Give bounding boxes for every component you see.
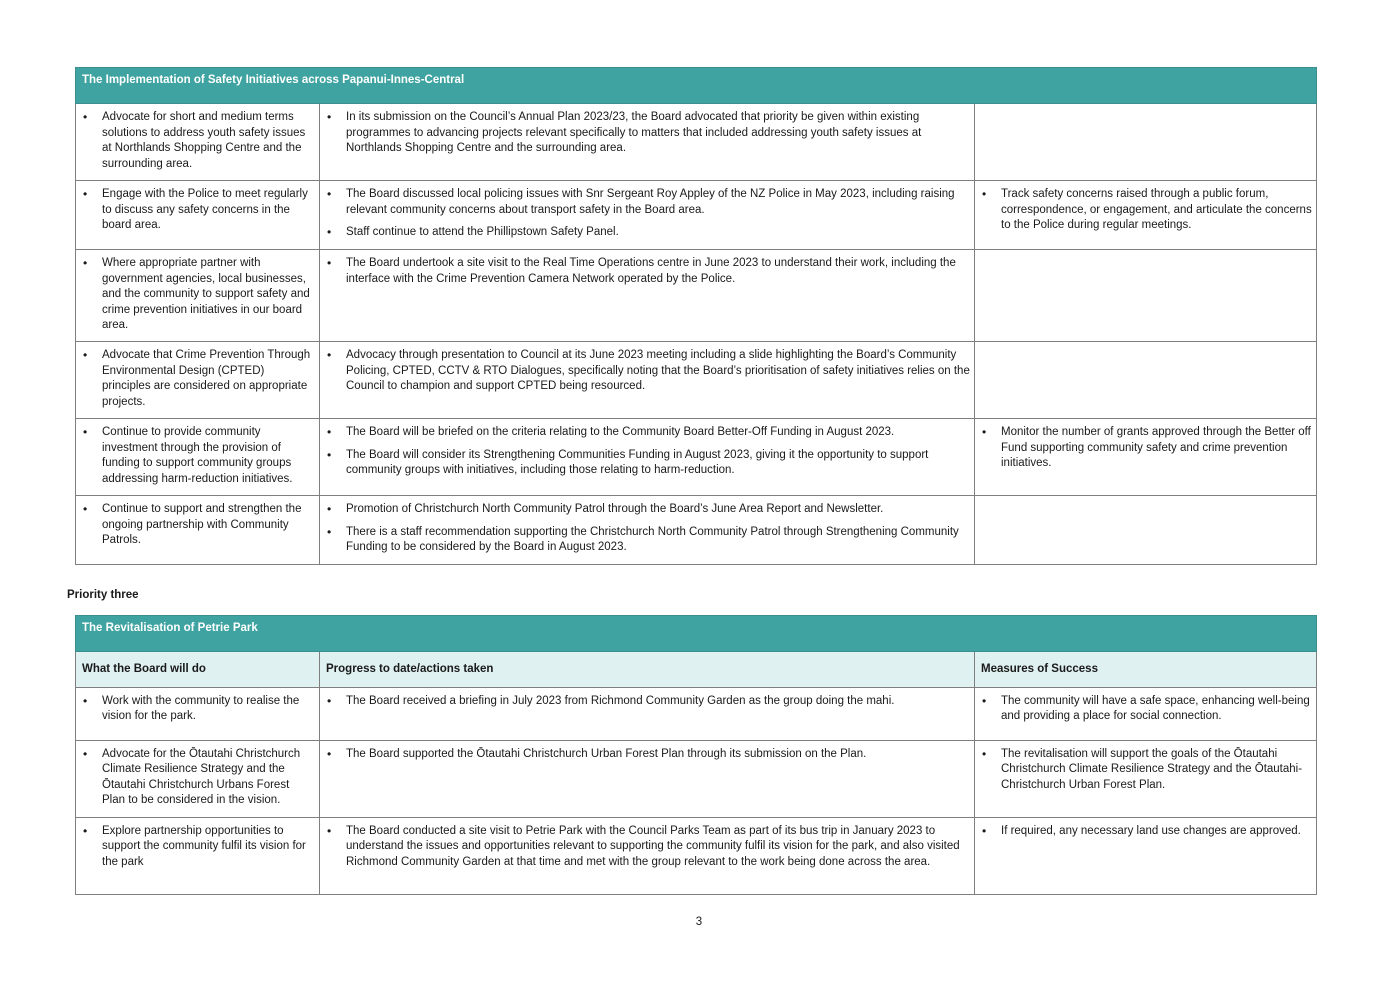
- table-row: [76, 687, 1317, 740]
- cell-do: [76, 181, 320, 250]
- column-header: What the Board will do: [76, 652, 320, 688]
- bullet-list: [979, 824, 1312, 840]
- cell-progress: [320, 250, 975, 342]
- bullet-list: [979, 694, 1312, 725]
- bullet-list: [80, 348, 315, 410]
- bullet-list: [324, 824, 970, 871]
- bullet-item: • Continue to provide community investment through the provision of funding to support community groups addressing harm-reduction initiatives.: [80, 425, 315, 487]
- column-header: Measures of Success: [975, 652, 1317, 688]
- bullet-item: • If required, any necessary land use changes are approved.: [979, 824, 1312, 840]
- table-row: [76, 104, 1317, 181]
- cell-measures: [975, 687, 1317, 740]
- cell-progress: [320, 687, 975, 740]
- bullet-item: • Advocacy through presentation to Council at its June 2023 meeting including a slide highlighting the Board’s Community Policing, CPTED, CCTV & RTO Dialogues, specifically noting that the Board’s prioritisation of safety initiatives relies on the Council to champion and support CPTED being resourced.: [324, 348, 970, 395]
- cell-progress: [320, 740, 975, 817]
- cell-measures: [975, 181, 1317, 250]
- bullet-list: [80, 824, 315, 871]
- cell-progress: [320, 104, 975, 181]
- bullet-list: [979, 187, 1312, 234]
- table-row: [76, 342, 1317, 419]
- cell-do: [76, 104, 320, 181]
- cell-measures: [975, 250, 1317, 342]
- bullet-item: • Advocate that Crime Prevention Through Environmental Design (CPTED) principles are considered on appropriate projects.: [80, 348, 315, 410]
- table-row: [76, 817, 1317, 894]
- table-title-row: [76, 616, 1317, 652]
- cell-progress: [320, 817, 975, 894]
- petrie-park-table: [75, 615, 1317, 895]
- bullet-list: [324, 187, 970, 241]
- bullet-item: • The Board undertook a site visit to the Real Time Operations centre in June 2023 to understand their work, including the interface with the Crime Prevention Camera Network operated by the Police.: [324, 256, 970, 287]
- bullet-item: • Advocate for short and medium terms solutions to address youth safety issues at Northlands Shopping Centre and the surrounding area.: [80, 110, 315, 172]
- bullet-item: • The Board will be briefed on the criteria relating to the Community Board Better-Off Funding in August 2023.: [324, 425, 970, 441]
- bullet-item: • The Board received a briefing in July 2023 from Richmond Community Garden as the group doing the mahi.: [324, 694, 970, 710]
- cell-do: [76, 740, 320, 817]
- cell-measures: [975, 342, 1317, 419]
- table-row: [76, 181, 1317, 250]
- bullet-list: [80, 110, 315, 172]
- bullet-item: • The Board will consider its Strengthening Communities Funding in August 2023, giving it the opportunity to support community groups with initiatives, including those relating to harm-reduction.: [324, 448, 970, 479]
- bullet-item: • Explore partnership opportunities to support the community fulfil its vision for the park: [80, 824, 315, 871]
- bullet-item: • Where appropriate partner with government agencies, local businesses, and the community to support safety and crime prevention initiatives in our board area.: [80, 256, 315, 334]
- bullet-item: • Work with the community to realise the vision for the park.: [80, 694, 315, 725]
- bullet-list: [979, 425, 1312, 472]
- cell-do: [76, 496, 320, 565]
- cell-measures: [975, 740, 1317, 817]
- bullet-list: [80, 694, 315, 725]
- table-row: [76, 740, 1317, 817]
- bullet-item: • Monitor the number of grants approved through the Better off Fund supporting community safety and crime prevention initiatives.: [979, 425, 1312, 472]
- bullet-list: [324, 747, 970, 763]
- bullet-list: [80, 187, 315, 234]
- bullet-list: [324, 425, 970, 479]
- cell-measures: [975, 496, 1317, 565]
- cell-measures: [975, 104, 1317, 181]
- bullet-item: • Continue to support and strengthen the ongoing partnership with Community Patrols.: [80, 502, 315, 549]
- cell-progress: [320, 419, 975, 496]
- cell-measures: [975, 419, 1317, 496]
- bullet-item: • Engage with the Police to meet regularly to discuss any safety concerns in the board area.: [80, 187, 315, 234]
- page-number: 3: [695, 916, 703, 928]
- bullet-list: [324, 256, 970, 287]
- table-title: The Implementation of Safety Initiatives across Papanui-Innes-Central: [76, 68, 1317, 104]
- bullet-item: • Track safety concerns raised through a public forum, correspondence, or engagement, and articulate the concerns to the Police during regular meetings.: [979, 187, 1312, 234]
- bullet-list: [324, 110, 970, 157]
- column-header: Progress to date/actions taken: [320, 652, 975, 688]
- cell-measures: [975, 817, 1317, 894]
- section-label: Priority three: [67, 589, 139, 601]
- cell-progress: [320, 342, 975, 419]
- table-title-row: [76, 68, 1317, 104]
- table-row: [76, 419, 1317, 496]
- bullet-item: • Promotion of Christchurch North Community Patrol through the Board’s June Area Report and Newsletter.: [324, 502, 970, 518]
- bullet-item: • Staff continue to attend the Phillipstown Safety Panel.: [324, 225, 970, 241]
- bullet-list: [80, 256, 315, 334]
- bullet-item: • The Board conducted a site visit to Petrie Park with the Council Parks Team as part of its bus trip in January 2023 to understand the issues and opportunities relevant to supporting the community fulfil its vision for the park, and also visited Richmond Community Garden at that time and met with the group relevant to the work being done across the area.: [324, 824, 970, 871]
- bullet-list: [324, 694, 970, 710]
- cell-progress: [320, 496, 975, 565]
- bullet-list: [324, 348, 970, 395]
- cell-do: [76, 817, 320, 894]
- bullet-item: • The revitalisation will support the goals of the Ōtautahi Christchurch Climate Resilience Strategy and the Ōtautahi-Christchurch Urban Forest Plan.: [979, 747, 1312, 794]
- cell-do: [76, 342, 320, 419]
- bullet-list: [80, 425, 315, 487]
- bullet-item: • The community will have a safe space, enhancing well-being and providing a place for social connection.: [979, 694, 1312, 725]
- bullet-item: • The Board discussed local policing issues with Snr Sergeant Roy Appley of the NZ Police in May 2023, including raising relevant community concerns about transport safety in the Board area.: [324, 187, 970, 218]
- bullet-list: [324, 502, 970, 556]
- bullet-item: • There is a staff recommendation supporting the Christchurch North Community Patrol through Strengthening Community Funding to be considered by the Board in August 2023.: [324, 525, 970, 556]
- cell-progress: [320, 181, 975, 250]
- bullet-item: • In its submission on the Council’s Annual Plan 2023/23, the Board advocated that priority be given within existing programmes to advancing projects relevant specifically to matters that included addressing youth safety issues at Northlands Shopping Centre and the surrounding area.: [324, 110, 970, 157]
- cell-do: [76, 419, 320, 496]
- safety-initiatives-table: [75, 67, 1317, 565]
- cell-do: [76, 687, 320, 740]
- table-row: [76, 496, 1317, 565]
- cell-do: [76, 250, 320, 342]
- table-row: [76, 250, 1317, 342]
- bullet-item: • The Board supported the Ōtautahi Christchurch Urban Forest Plan through its submission on the Plan.: [324, 747, 970, 763]
- table-header-row: [76, 652, 1317, 688]
- bullet-item: • Advocate for the Ōtautahi Christchurch Climate Resilience Strategy and the Ōtautahi Christchurch Urbans Forest Plan to be considered in the vision.: [80, 747, 315, 809]
- bullet-list: [80, 502, 315, 549]
- bullet-list: [80, 747, 315, 809]
- bullet-list: [979, 747, 1312, 794]
- table-title: The Revitalisation of Petrie Park: [76, 616, 1317, 652]
